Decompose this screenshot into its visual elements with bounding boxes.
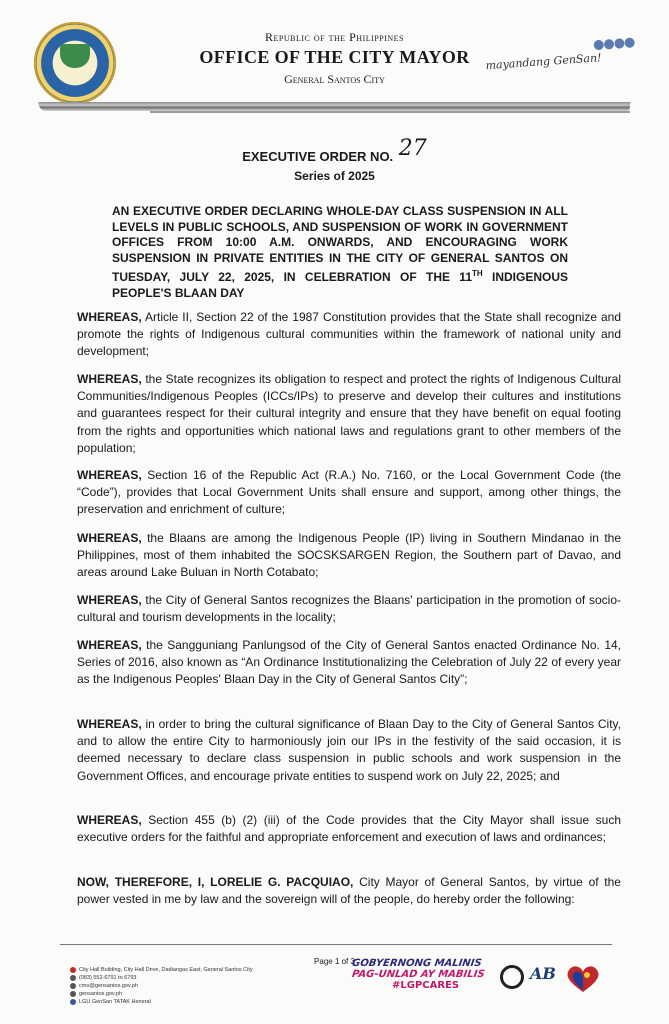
slogan-decoration-icon: ●●●● bbox=[592, 34, 635, 53]
contact-info bbox=[70, 966, 300, 1006]
ab-logo: AB bbox=[530, 964, 556, 983]
clause-text: the City of General Santos recognizes the Blaans' participation in the promotion of socio-cultural and tourism developments in the locality; bbox=[77, 593, 621, 625]
certification-ring-logo bbox=[500, 965, 524, 989]
clause-text: the Sangguniang Panlungsod of the City of General Santos enacted Ordinance No. 14, Series of 2016, also known as “An Ordinance Institutionalizing the Celebration of July 22 of every year as the Indigenous Peoples' Blaan Day in the City of General Santos City”; bbox=[77, 638, 621, 687]
clause-now-therefore bbox=[77, 874, 621, 908]
clause-4 bbox=[77, 530, 621, 582]
republic-line: Republic of the Philippines bbox=[265, 30, 404, 44]
eo-subject bbox=[112, 204, 568, 301]
city-line: General Santos City bbox=[284, 72, 385, 86]
slogan-text: mayandang GenSan! bbox=[485, 51, 602, 73]
clause-lead: WHEREAS, bbox=[77, 468, 142, 482]
page-number: Page 1 of 3 bbox=[314, 957, 355, 966]
web-icon bbox=[70, 991, 76, 997]
bagong-pilipinas-logo bbox=[565, 964, 601, 994]
clause-text: the Blaans are among the Indigenous People (IP) living in Southern Mindanao in the Philippines, most of them inhabited the SOCSKSARGEN Region, the Southern part of Davao, and areas around Lake Buluan in North Cotabato; bbox=[77, 531, 621, 580]
clause-1 bbox=[77, 309, 621, 361]
campaign-line-1: GOBYERNONG MALINIS bbox=[351, 958, 483, 969]
subject-main: AN EXECUTIVE ORDER DECLARING WHOLE-DAY CLASS SUSPENSION IN ALL LEVELS IN PUBLIC SCHOOLS, AND SUSPENSION OF WORK IN GOVERNMENT OFFICES FROM 10:00 A.M. ONWARDS, AND ENCOURAGING WORK SUSPENSION IN PRIVATE ENTITIES IN THE CITY OF GENERAL SANTOS ON TUESDAY, JULY 22, 2025, IN CELEBRATION OF THE 11 bbox=[112, 204, 568, 284]
campaign-tag: #LGPCARES bbox=[392, 980, 460, 991]
clause-8 bbox=[77, 812, 621, 846]
office-title: OFFICE OF THE CITY MAYOR bbox=[199, 47, 470, 67]
clause-6 bbox=[77, 637, 621, 689]
location-icon bbox=[70, 967, 76, 973]
clause-lead: WHEREAS, bbox=[77, 310, 142, 324]
clause-text: Section 16 of the Republic Act (R.A.) No. 7160, or the Local Government Code (the “Code”), provides that Local Government Units shall ensure and support, among other things, the preservation and enrichment of culture; bbox=[77, 468, 621, 517]
subject-end: INDIGENOUS PEOPLE'S BLAAN DAY bbox=[112, 270, 568, 300]
clause-text: in order to bring the cultural significance of Blaan Day to the City of General Santos City, and to allow the entire City to harmoniously join our IPs in the festivity of the said occasion, it is deemed necessary to declare class suspension in public schools and work suspension in the Government Offices, and encourage private entities to suspend work on July 22, 2025; and bbox=[77, 717, 621, 783]
clause-2 bbox=[77, 371, 621, 457]
clause-5 bbox=[77, 592, 621, 626]
eo-series: Series of 2025 bbox=[294, 169, 375, 183]
clause-lead: WHEREAS, bbox=[77, 717, 142, 731]
clause-3 bbox=[77, 467, 621, 519]
phone-icon bbox=[70, 975, 76, 981]
contact-line: City Hall Building, City Hall Drive, Dadiangas East, General Santos City bbox=[70, 966, 300, 974]
clause-lead: WHEREAS, bbox=[77, 531, 142, 545]
contact-line: cmo@gensantos.gov.ph bbox=[70, 982, 300, 990]
footer-divider bbox=[60, 944, 612, 945]
clause-text: the State recognizes its obligation to respect and protect the rights of Indigenous Cultural Communities/Indigenous Peoples (ICCs/IPs) to preserve and develop their cultures and institutions and guarantees respect for their cultural integrity and ensure that they have benefit on equal footing from the rights and opportunities which national laws and regulations grant to other members of the population; bbox=[77, 372, 621, 455]
contact-line: (083) 552-6791 to 6793 bbox=[70, 974, 300, 982]
campaign-logo bbox=[352, 958, 492, 1006]
clause-7 bbox=[77, 716, 621, 785]
clause-lead: WHEREAS, bbox=[77, 638, 142, 652]
contact-line: gensantos.gov.ph bbox=[70, 990, 300, 998]
clause-lead: WHEREAS, bbox=[77, 813, 142, 827]
facebook-icon bbox=[70, 999, 76, 1005]
subject-ordinal: TH bbox=[472, 269, 483, 278]
clause-text: City Mayor of General Santos, by virtue of the power vested in me by law and the sovereign will of the people, do hereby order the following: bbox=[77, 875, 621, 907]
clause-lead: WHEREAS, bbox=[77, 372, 142, 386]
eo-number: 27 bbox=[398, 136, 427, 161]
clause-lead: NOW, THEREFORE, I, LORELIE G. PACQUIAO, bbox=[77, 875, 354, 889]
clause-lead: WHEREAS, bbox=[77, 593, 142, 607]
clause-text: Section 455 (b) (2) (iii) of the Code provides that the City Mayor shall issue such executive orders for the faithful and appropriate enforcement and execution of laws and ordinances; bbox=[77, 813, 621, 845]
clause-text: Article II, Section 22 of the 1987 Constitution provides that the State shall recognize and promote the rights of Indigenous cultural communities within the framework of national unity and development; bbox=[77, 310, 621, 359]
executive-order-title bbox=[0, 136, 669, 165]
campaign-line-2: PAG-UNLAD AY MABILIS bbox=[351, 969, 486, 980]
contact-line: LGU GenSan TATAK Heneral bbox=[70, 998, 300, 1006]
header-divider-band bbox=[38, 102, 631, 111]
header-divider-line bbox=[150, 111, 630, 113]
email-icon bbox=[70, 983, 76, 989]
eo-title-prefix: EXECUTIVE ORDER NO. bbox=[242, 149, 394, 164]
